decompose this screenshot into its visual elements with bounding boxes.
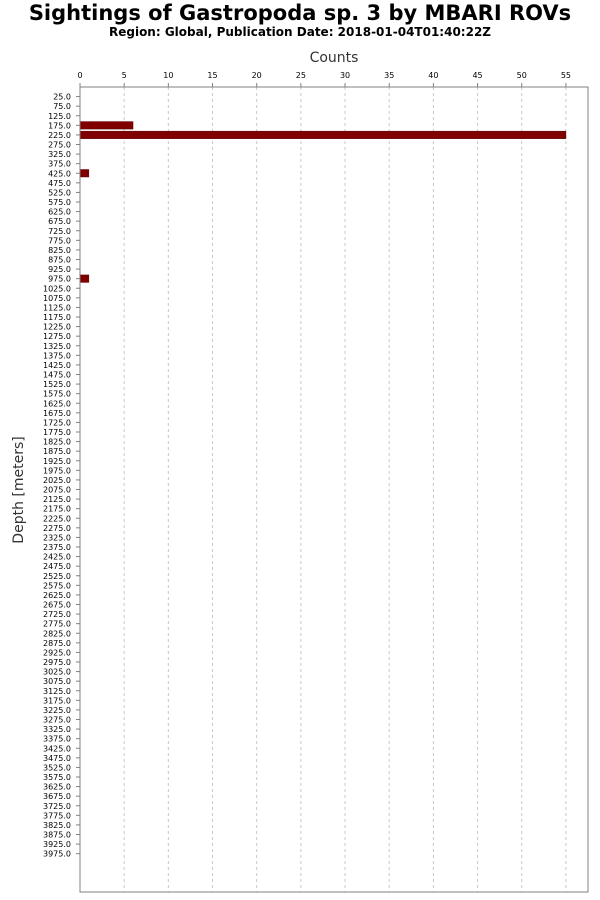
y-tick-label: 1025.0 (43, 284, 71, 294)
y-tick-label: 3825.0 (43, 820, 71, 830)
y-tick-label: 225.0 (48, 130, 71, 140)
y-tick-label: 1725.0 (43, 418, 71, 428)
y-tick-label: 525.0 (48, 188, 71, 198)
y-tick-label: 1475.0 (43, 370, 71, 380)
plot-frame (80, 87, 588, 892)
y-tick-label: 375.0 (48, 159, 71, 169)
y-tick-label: 3175.0 (43, 696, 71, 706)
y-tick-label: 1325.0 (43, 341, 71, 351)
bar-layer (80, 122, 566, 283)
chart-subtitle: Region: Global, Publication Date: 2018-01-04T01:40:22Z (108, 25, 492, 39)
y-tick-label: 1125.0 (43, 303, 71, 313)
y-axis-label: Depth [meters] (11, 436, 27, 544)
y-tick-label: 2175.0 (43, 504, 71, 514)
y-tick-label: 2075.0 (43, 485, 71, 495)
y-tick-label: 25.0 (53, 92, 71, 102)
y-tick-label: 3625.0 (43, 782, 71, 792)
y-tick-label: 3025.0 (43, 667, 71, 677)
x-tick-label: 30 (339, 71, 351, 80)
y-tick-label: 1575.0 (43, 389, 71, 399)
y-tick-label: 3875.0 (43, 830, 71, 840)
x-tick-label: 35 (384, 71, 395, 80)
y-tick-label: 2225.0 (43, 514, 71, 524)
x-tick-label: 45 (472, 71, 483, 80)
grid-layer (124, 87, 566, 892)
y-tick-label: 475.0 (48, 178, 71, 188)
y-tick-label: 2525.0 (43, 571, 71, 581)
y-tick-label: 2575.0 (43, 581, 71, 591)
y-tick-label: 675.0 (48, 217, 71, 227)
y-tick-label: 3075.0 (43, 677, 71, 687)
y-tick-label: 825.0 (48, 245, 71, 255)
y-tick-label: 1925.0 (43, 456, 71, 466)
y-tick-label: 775.0 (48, 236, 71, 246)
y-tick-label: 3775.0 (43, 811, 71, 821)
x-tick-label: 55 (560, 71, 572, 80)
y-tick-label: 2275.0 (43, 523, 71, 533)
y-tick-label: 3525.0 (43, 763, 71, 773)
y-tick-label: 325.0 (48, 150, 71, 160)
x-tick-label: 50 (516, 71, 527, 80)
y-tick-label: 2825.0 (43, 629, 71, 639)
y-tick-label: 1175.0 (43, 313, 71, 322)
y-tick-label: 175.0 (48, 121, 71, 131)
y-tick-label: 2975.0 (43, 658, 71, 667)
y-tick-label: 275.0 (48, 140, 71, 150)
y-tick-label: 1525.0 (43, 380, 71, 390)
chart-title: Sightings of Gastropoda sp. 3 by MBARI ROVs (28, 1, 572, 25)
y-tick-label: 1375.0 (43, 351, 71, 361)
y-tick-label: 3925.0 (43, 840, 71, 850)
x-tick-label: 15 (207, 71, 218, 80)
y-tick-label: 725.0 (48, 226, 71, 236)
y-tick-label: 425.0 (48, 169, 71, 179)
y-tick-label: 3225.0 (43, 705, 71, 715)
y-tick-label: 2925.0 (43, 648, 71, 658)
x-tick-label: 10 (163, 71, 174, 80)
y-tick-label: 1425.0 (43, 360, 71, 370)
y-tick-label: 75.0 (53, 102, 71, 112)
y-tick-label: 1875.0 (43, 447, 71, 457)
y-tick-label: 1625.0 (43, 399, 71, 409)
x-tick-label: 0 (77, 71, 83, 80)
y-tick-label: 625.0 (48, 207, 71, 217)
y-tick-label: 1075.0 (43, 293, 71, 303)
y-tick-label: 1825.0 (43, 437, 71, 447)
y-tick-label: 3475.0 (43, 753, 71, 763)
x-tick-label: 20 (251, 71, 262, 80)
x-tick-label: 40 (428, 71, 439, 80)
y-tick-label: 3975.0 (43, 849, 71, 859)
y-tick-label: 1275.0 (43, 332, 71, 342)
y-tick-label: 2125.0 (43, 495, 71, 505)
y-tick-label: 2725.0 (43, 610, 71, 620)
x-axis-label: Counts (309, 50, 359, 66)
y-tick-label: 2875.0 (43, 638, 71, 648)
y-tick-label: 3575.0 (43, 773, 71, 782)
bar (80, 275, 89, 282)
y-tick-label: 2425.0 (43, 552, 71, 562)
y-tick-label: 3375.0 (43, 734, 71, 744)
y-tick-label: 875.0 (48, 255, 71, 265)
y-tick-label: 1975.0 (43, 466, 71, 476)
y-tick-label: 3125.0 (43, 686, 71, 696)
y-tick-label: 3275.0 (43, 715, 71, 725)
y-tick-label: 2375.0 (43, 543, 71, 552)
y-tick-label: 3725.0 (43, 801, 71, 811)
y-tick-label: 2775.0 (43, 619, 71, 629)
x-tick-layer (77, 71, 571, 87)
y-tick-label: 3325.0 (43, 725, 71, 735)
x-tick-label: 25 (295, 71, 306, 80)
y-tick-label: 1775.0 (43, 428, 71, 437)
y-tick-label: 2025.0 (43, 475, 71, 485)
bar (80, 170, 89, 177)
y-tick-label: 2325.0 (43, 533, 71, 543)
y-tick-label: 2475.0 (43, 562, 71, 572)
y-tick-label: 1675.0 (43, 408, 71, 418)
y-tick-label: 975.0 (48, 274, 71, 284)
y-tick-label: 2675.0 (43, 600, 71, 610)
y-tick-label: 2625.0 (43, 590, 71, 600)
y-tick-label: 125.0 (48, 111, 71, 121)
x-tick-label: 5 (121, 71, 127, 80)
y-tick-label: 3675.0 (43, 792, 71, 802)
y-tick-label: 925.0 (48, 265, 71, 275)
y-tick-label: 3425.0 (43, 744, 71, 754)
y-tick-label: 1225.0 (43, 322, 71, 332)
y-tick-layer (43, 93, 80, 859)
bar (80, 122, 133, 129)
y-tick-label: 575.0 (48, 198, 71, 207)
bar (80, 131, 566, 138)
